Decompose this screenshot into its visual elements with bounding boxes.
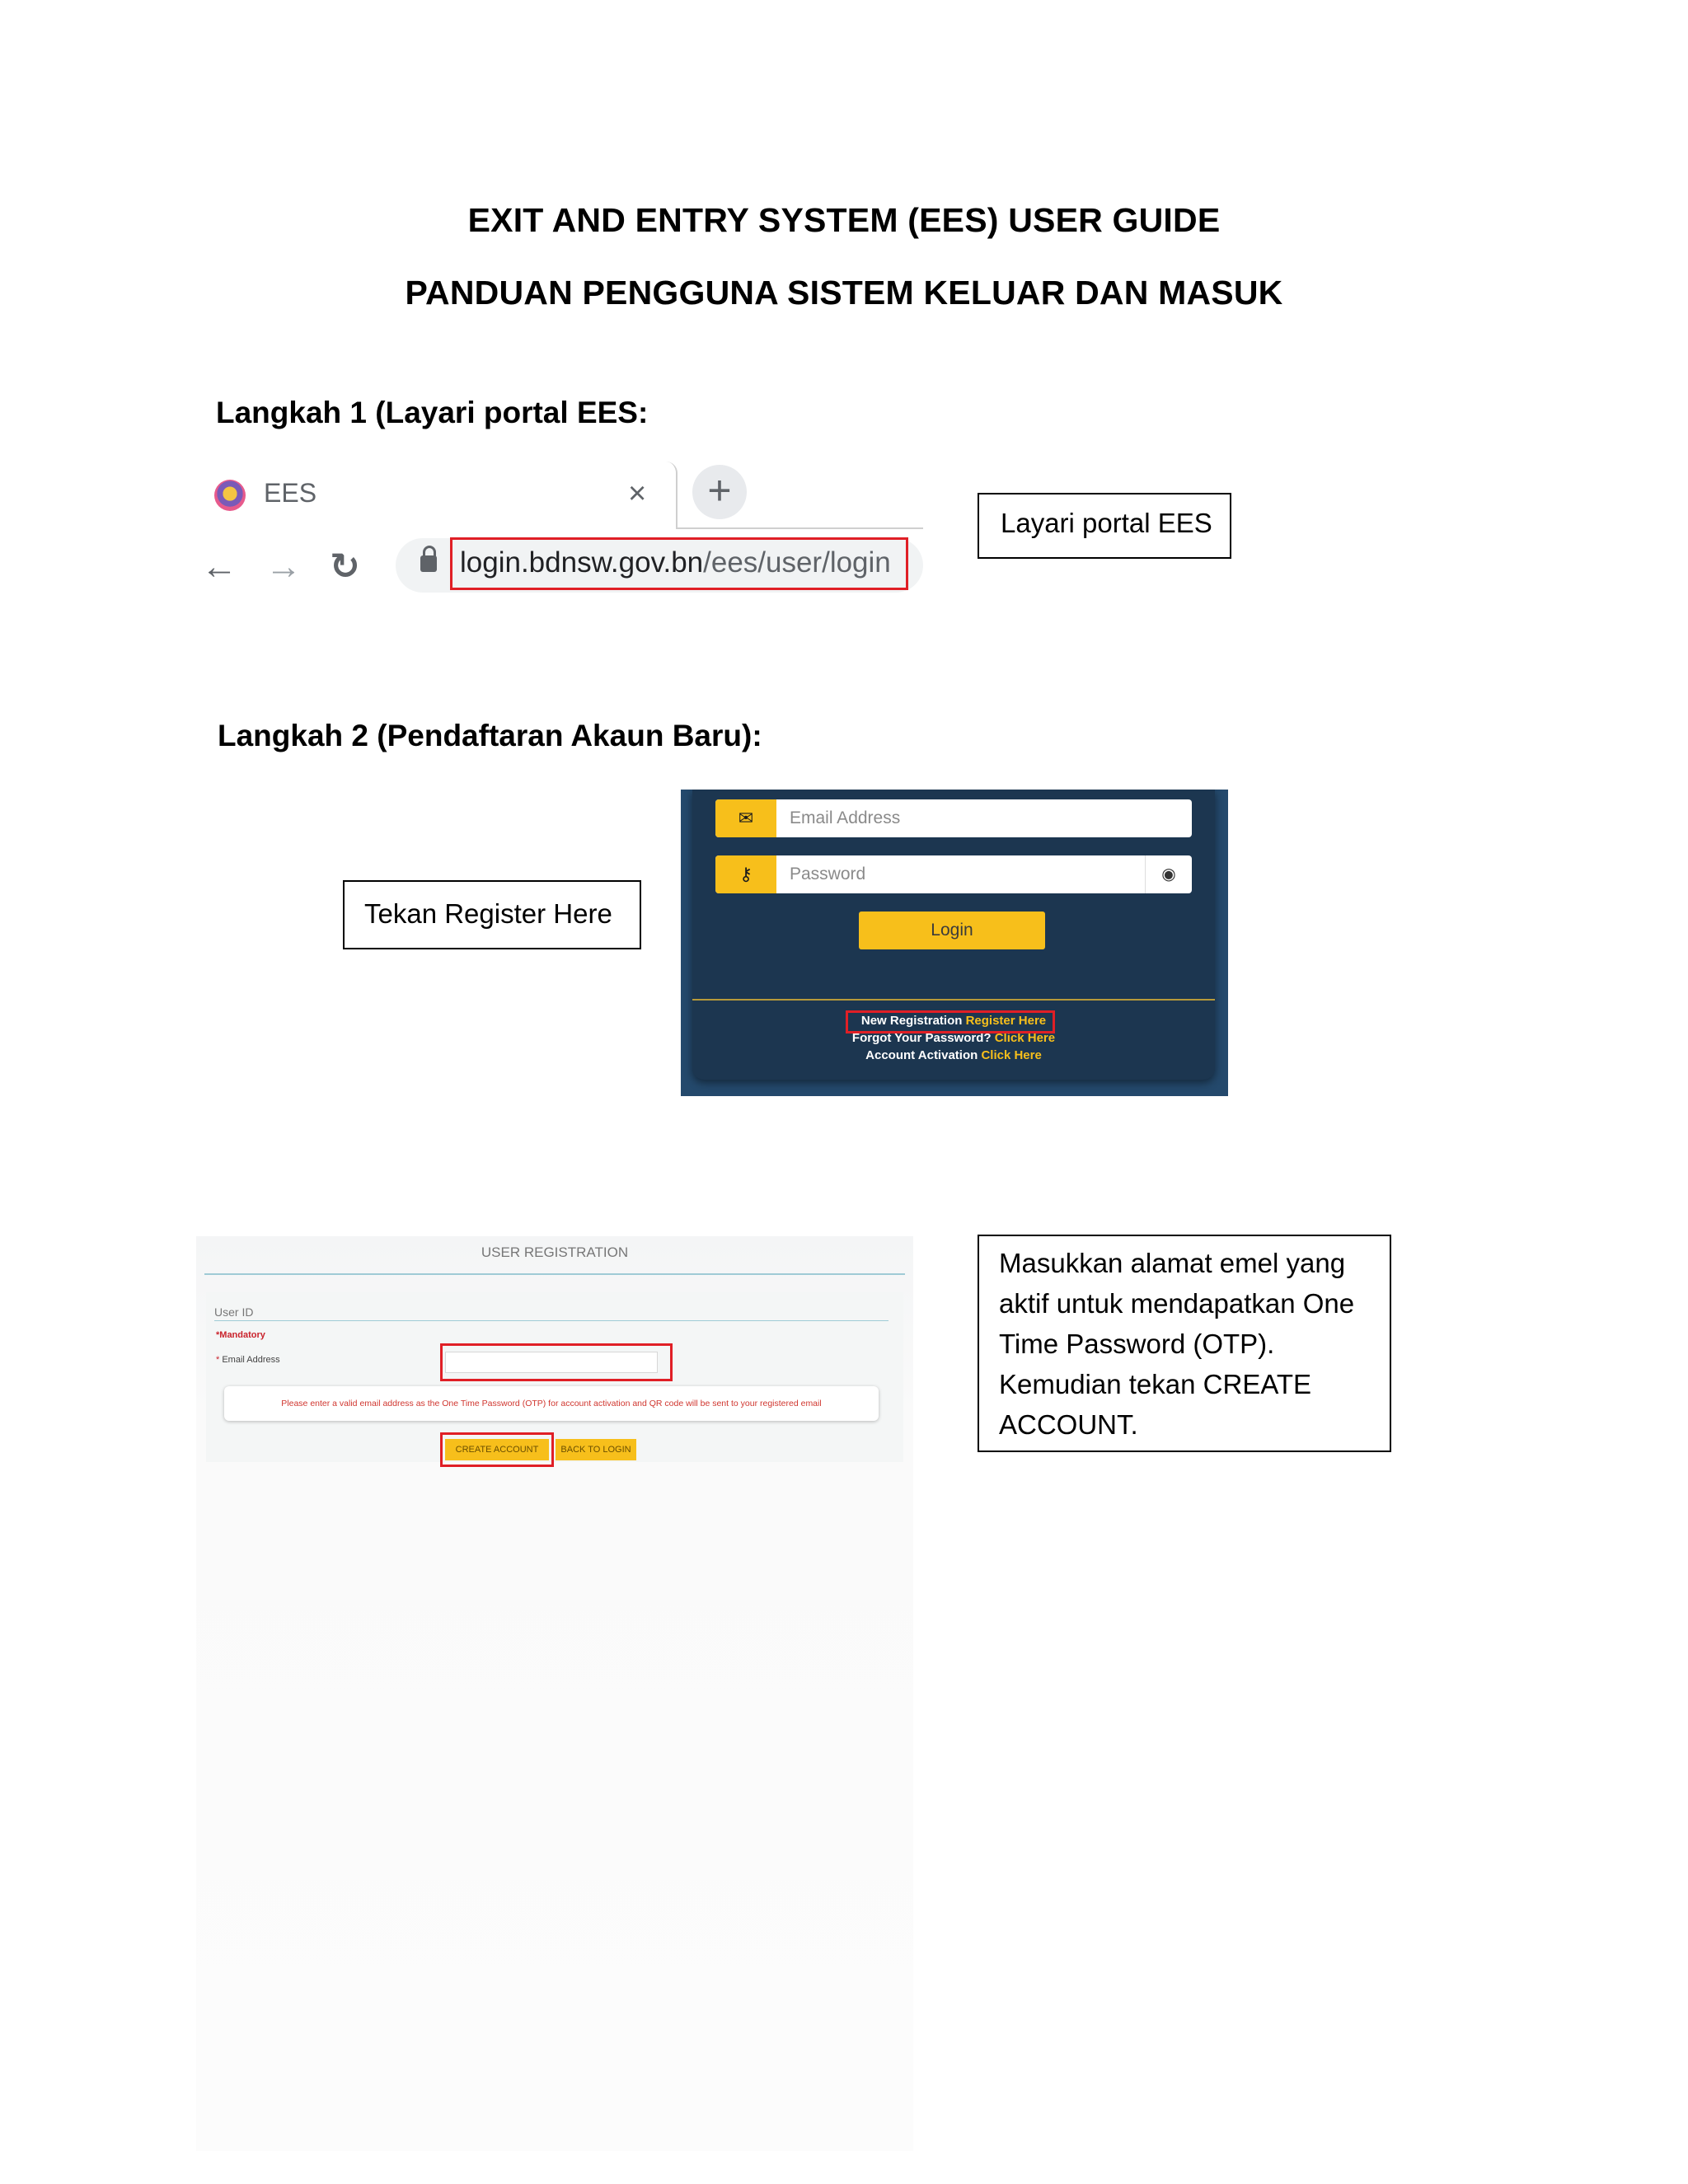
reload-icon[interactable]: ↻ — [330, 546, 360, 587]
mandatory-label: *Mandatory — [216, 1330, 265, 1340]
account-activation-label: Account Activation — [865, 1048, 978, 1062]
callout-step1-text: Layari portal EES — [1001, 508, 1212, 538]
email-address-label-text: Email Address — [222, 1355, 280, 1365]
login-button[interactable]: Login — [859, 912, 1045, 949]
new-registration-label: New Registration — [860, 1014, 963, 1028]
forgot-password-link[interactable]: Click Here — [994, 1031, 1056, 1045]
tab-strip-divider — [678, 527, 923, 529]
email-placeholder: Email Address — [790, 808, 901, 827]
document-title-ms: PANDUAN PENGGUNA SISTEM KELUAR DAN MASUK — [405, 274, 1283, 312]
user-id-label: User ID — [214, 1305, 254, 1319]
callout-email-line: Kemudian tekan CREATE — [999, 1369, 1312, 1399]
login-card — [692, 790, 1215, 1080]
tab-title: EES — [264, 478, 317, 508]
email-input[interactable] — [715, 799, 1192, 837]
url-host: login.bdnsw.gov.bn — [460, 546, 704, 579]
callout-email-line: ACCOUNT. — [999, 1409, 1138, 1440]
password-placeholder: Password — [790, 865, 866, 883]
callout-register — [343, 880, 641, 949]
required-star: * — [216, 1355, 220, 1365]
ees-favicon-icon — [214, 480, 246, 511]
callout-email-line: Masukkan alamat emel yang — [999, 1248, 1346, 1278]
new-tab-plus-icon[interactable]: + — [692, 465, 747, 519]
back-arrow-icon[interactable]: ← — [201, 546, 237, 587]
envelope-icon: ✉ — [715, 799, 776, 837]
email-address-label — [216, 1355, 280, 1365]
eye-icon[interactable]: ◉ — [1145, 855, 1192, 893]
back-to-login-button[interactable]: BACK TO LOGIN — [556, 1439, 636, 1460]
registration-title-divider — [204, 1273, 905, 1275]
browser-tab[interactable] — [198, 462, 678, 529]
create-account-button[interactable]: CREATE ACCOUNT — [445, 1439, 549, 1460]
register-highlight-box — [846, 1010, 1055, 1033]
callout-email-line: Time Password (OTP). — [999, 1329, 1275, 1359]
otp-note: Please enter a valid email address as the One Time Password (OTP) for account activation and QR code will be sent to your registered email — [224, 1386, 879, 1421]
email-highlight-box — [440, 1343, 673, 1381]
document-title-en: EXIT AND ENTRY SYSTEM (EES) USER GUIDE — [467, 201, 1221, 239]
login-panel — [681, 790, 1228, 1096]
registration-title: USER REGISTRATION — [481, 1244, 629, 1260]
forgot-password-label: Forgot Your Password? — [851, 1031, 992, 1045]
forward-arrow-icon[interactable]: → — [265, 546, 302, 587]
url-path: /ees/user/login — [703, 546, 891, 579]
password-input[interactable] — [715, 855, 1192, 893]
url-highlight-box — [450, 537, 908, 590]
callout-email-instructions — [978, 1235, 1391, 1452]
account-activation-link[interactable]: Click Here — [981, 1048, 1042, 1062]
login-separator — [692, 999, 1215, 1001]
key-icon: ⚷ — [715, 855, 776, 893]
callout-register-text: Tekan Register Here — [364, 898, 612, 929]
register-here-link[interactable]: Register Here — [965, 1014, 1047, 1028]
callout-step1 — [978, 493, 1231, 559]
step2-heading: Langkah 2 (Pendaftaran Akaun Baru): — [218, 719, 762, 752]
registration-panel — [196, 1236, 913, 2151]
step1-heading: Langkah 1 (Layari portal EES: — [216, 396, 649, 429]
browser-screenshot — [198, 462, 923, 602]
user-id-divider — [214, 1320, 889, 1321]
account-activation-line — [692, 1048, 1215, 1062]
close-icon[interactable]: × — [628, 476, 647, 511]
create-account-highlight-box — [440, 1432, 554, 1467]
lock-icon — [420, 555, 437, 572]
callout-email-line: aktif untuk mendapatkan One — [999, 1288, 1355, 1319]
